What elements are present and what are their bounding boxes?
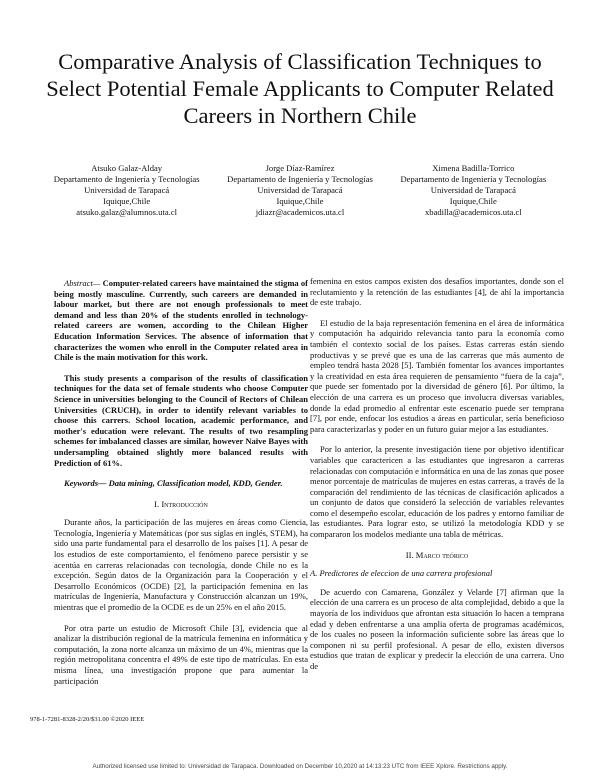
author-email: jdiazr@academicos.uta.cl <box>255 207 345 217</box>
author-dept: Departamento de Ingeniería y Tecnologías <box>227 174 373 184</box>
section-heading-intro: I. Introducción <box>154 498 208 509</box>
body-paragraph-4: De acuerdo con Camarena, González y Velarde [7] afirman que la elección de una carrera es un proceso de alta complejidad, debido a que la mayoría de los individuos que afrontan esta situación lo hacen a temprana edad y deben enfrentarse a una amplia oferta de programas académicos, de los cuales no poseen la información suficiente sobre las áreas que lo componen ni su perfil profesional. A pesar de ello, existen diversos estudios que tratan de explicar y predecir la elección de una carrera. Uno de <box>310 586 564 671</box>
subsection-heading-a: A. Predictores de eleccion de una carrera profesional <box>310 568 493 579</box>
author-name: Jorge Díaz-Ramírez <box>265 163 335 173</box>
author-univ: Universidad de Tarapacá <box>430 185 516 195</box>
author-dept: Departamento de Ingeniería y Tecnologías <box>53 174 200 184</box>
author-univ: Universidad de Tarapacá <box>84 185 170 195</box>
right-column <box>310 276 564 682</box>
abstract-text: Computer-related careers have maintained the stigma of being mostly masculine. Currently, such careers are demanded in labour market, but there are not enough professionals to meet demand and less than 20% of the students enrolled in technology-related careers are women, according to the Chilean Higher Education Information Services. The absence of information that characterizes the women who enroll in the Computer related area in Chile is the main motivation for this work. <box>54 278 308 363</box>
author-email: atsuko.galaz@alumnos.uta.cl <box>76 207 178 217</box>
keywords: Keywords— Data mining, Classification model, KDD, Gender. <box>64 478 283 489</box>
author-name: Atsuko Galaz-Alday <box>91 163 163 173</box>
abstract-label: Abstract— <box>64 278 101 288</box>
author-1 <box>40 163 213 218</box>
paper-title: Comparative Analysis of Classification Techniques to Select Potential Female Applicants to Computer Related Careers in Northern Chile <box>46 49 554 128</box>
author-city: Iquique,Chile <box>449 196 497 206</box>
author-email: xbadilla@academicos.uta.cl <box>424 207 522 217</box>
intro-paragraph-1: Durante años, la participación de las mujeres en áreas como Ciencia, Tecnología, Ingeniería y Matemáticas (por sus siglas en inglés, STEM), ha sido una parte fundamental para el desarrollo de los países [1]. A pesar de los estudios de este comportamiento, el fenómeno parece persistir y se acentúa en carreras relacionadas con tecnología, donde Chile no es la excepción. Según datos de la Organización para la Cooperación y el Desarrollo Económicos (OCDE) [2], la participación femenina en las matrículas de Ingeniería, Manufactura y Construcción alcanzan un 19%, mientras que el promedio de la OCDE es de un 25% en el año 2015. <box>54 517 308 613</box>
body-paragraph-1: femenina en estos campos existen dos desafíos importantes, donde son el reclutamiento y la retención de las estudiantes [4], de ahí la importancia de este trabajo. <box>310 276 564 308</box>
section-heading-marco: II. Marco teórico <box>405 549 469 560</box>
intro-paragraph-2: Por otra parte un estudio de Microsoft Chile [3], evidencia que al analizar la distribución regional de la matrícula femenina en informática y computación, la zona norte alcanza un máximo de un 4%, mientras que la región metropolitana concentra el 49% de este tipo de matrículas. En esta misma línea, una investigación propone que para aumentar la participación <box>54 622 308 686</box>
author-name: Ximena Badilla-Torrico <box>432 163 515 173</box>
left-column <box>54 278 308 696</box>
abstract-paragraph-2: This study presents a comparison of the results of classification techniques for the data set of female students who choose Computer Science in universities belonging to the Council of Rectors of Chilean Universities (CRUCH), in order to identify relevant variables to choose this carrers. School location, academic performance, and mother's education were relevant. The results of two resampling schemes for imbalanced classes are similar, however Naïve Bayes with undersampling obtained slightly more balanced results with Prediction of 61%. <box>54 372 308 468</box>
author-3 <box>387 163 560 218</box>
body-paragraph-3: Por lo anterior, la presente investigación tiene por objetivo identificar variables que caractericen a las estudiantes que ingresaron a carreras relacionadas con computación e informática en una de las zonas que posee menor porcentaje de matrículas de mujeres en estas carreras, a través de la comparación del rendimiento de las técnicas de clasificación aplicados a un conjunto de datos que consideró la selección de variables relevantes como el desempeño escolar, educación de los padres y entorno familiar de las estudiantes. Para lograr esto, se utilizó la metodología KDD y se compararon los modelos mediante una tabla de métricas. <box>310 444 564 540</box>
isbn-footer: 978-1-7281-8328-2/20/$31.00 ©2020 IEEE <box>30 716 145 723</box>
abstract-paragraph <box>54 278 308 363</box>
author-block <box>40 163 560 218</box>
author-city: Iquique,Chile <box>103 196 151 206</box>
author-dept: Departamento de Ingeniería y Tecnologías <box>400 174 547 184</box>
author-univ: Universidad de Tarapacá <box>257 185 343 195</box>
license-footer: Authorized licensed use limited to: Universidad de Tarapaca. Downloaded on December 10,2020 at 14:13:23 UTC from IEEE Xplore. Restrictions apply. <box>92 763 508 770</box>
body-paragraph-2: El estudio de la baja representación femenina en el área de informática y computación ha adquirido relevancia tanto para la economía como también el contexto social de los países. Estas carreras están siendo productivas y se prevé que es una de las carreras que más aumento de empleo tendrá hasta 2028 [5]. También fomentar los avances importantes y la creatividad en esta área requieren de pensamiento “fuera de la caja”, que puede ser fomentado por la diversidad de género [6]. Por último, la elección de una carrera es un proceso que involucra diversas variables, donde la edad promedio al enfrentar este escenario puede ser temprana [7], por ende, enfocar los estudios a áreas en particular, sería beneficioso para caracterizarlas y poder en un futuro guiar mejor a las estudiantes. <box>310 317 564 434</box>
author-2 <box>213 163 386 218</box>
author-city: Iquique,Chile <box>276 196 324 206</box>
